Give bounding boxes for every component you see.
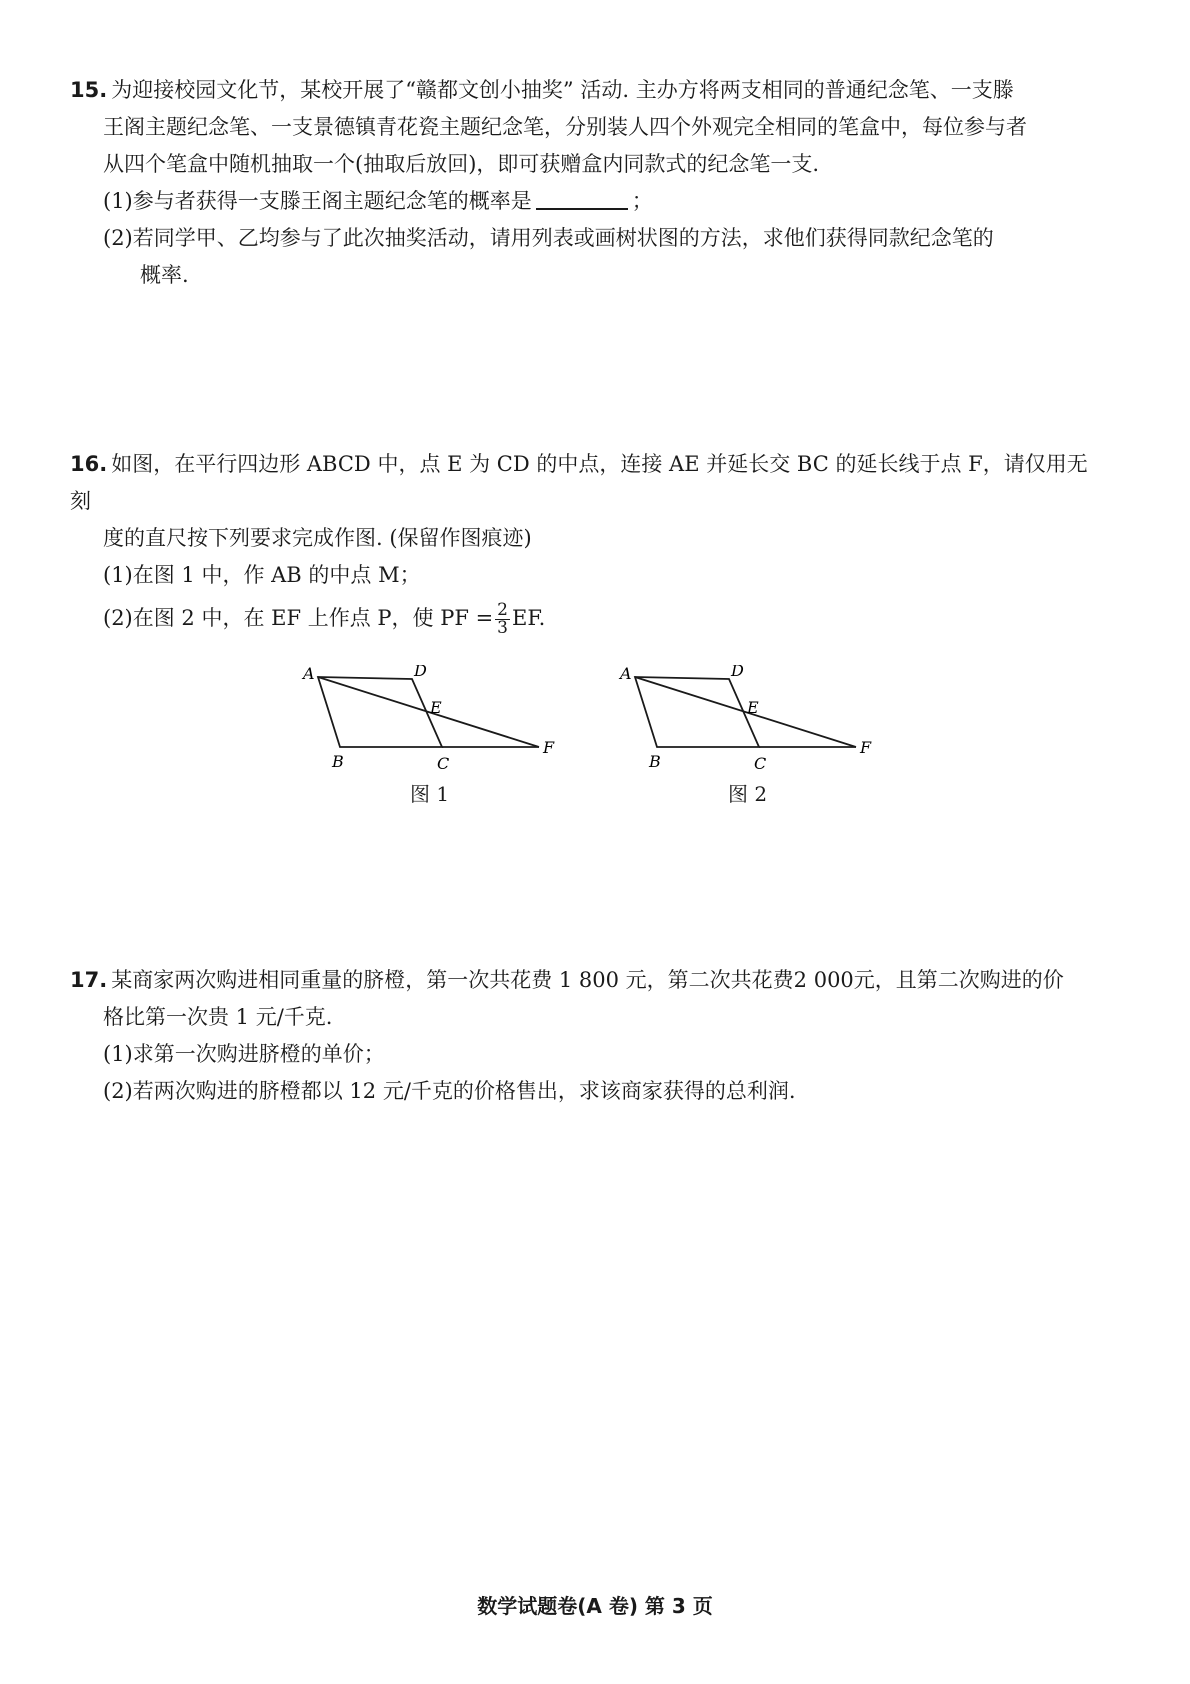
label-e: E [430,698,442,717]
answer-blank[interactable] [536,188,628,210]
figure-1 [300,665,560,775]
question-16 [70,446,1090,637]
q15-part2-line2: 概率. [140,263,189,287]
q16-part1: (1)在图 1 中，作 AB 的中点 M； [103,563,421,587]
parallelogram-abcd [318,677,442,747]
q16-number: 16. [70,452,108,476]
q15-part1: (1)参与者获得一支滕王阁主题纪念笔的概率是 ； [103,189,653,213]
label-f: F [543,738,555,757]
q15-number: 15. [70,78,108,102]
question-17 [70,962,1090,1110]
q17-part1: (1)求第一次购进脐橙的单价； [103,1042,385,1066]
question-15 [70,72,1090,294]
label-b: B [649,752,661,771]
parallelogram-abcd [635,677,759,747]
figure-1-caption: 图 1 [410,782,450,806]
label-c: C [754,754,767,773]
q15-part2-line1: (2)若同学甲、乙均参与了此次抽奖活动，请用列表或画树状图的方法，求他们获得同款纪念笔的 [103,226,994,250]
figure-2-caption: 图 2 [728,782,768,806]
q17-number: 17. [70,968,108,992]
q17-line1: 17. 某商家两次购进相同重量的脐橙，第一次共花费 1 800 元，第二次共花费2 000元，且第二次购进的价 [70,968,1064,992]
q15-line2: 王阁主题纪念笔、一支景德镇青花瓷主题纪念笔，分别装人四个外观完全相同的笔盒中，每位参与者 [103,115,1027,139]
label-d: D [414,665,427,680]
label-a: A [620,665,632,683]
q17-part2: (2)若两次购进的脐橙都以 12 元/千克的价格售出，求该商家获得的总利润. [103,1079,796,1103]
fraction-two-thirds: $\frac{2}{3}$ [497,600,508,638]
line-af [635,677,856,747]
figure-2 [617,665,877,775]
q16-part2: (2)在图 2 中，在 EF 上作点 P，使 PF = $\frac{2}{3}$ EF. [103,600,546,638]
label-c: C [437,754,450,773]
q17-line2: 格比第一次贵 1 元/千克. [103,1005,333,1029]
q15-line3: 从四个笔盒中随机抽取一个(抽取后放回)，即可获赠盒内同款式的纪念笔一支. [103,152,820,176]
q15-line1: 15. 为迎接校园文化节，某校开展了“赣都文创小抽奖” 活动. 主办方将两支相同的普通纪念笔、一支滕 [70,78,1014,102]
q16-line1: 16. 如图，在平行四边形 ABCD 中，点 E 为 CD 的中点，连接 AE 并延长交 BC 的延长线于点 F，请仅用无刻 [70,452,1088,513]
page-footer: 数学试题卷(A 卷) 第 3 页 [477,1594,713,1618]
label-f: F [860,738,872,757]
q16-line2: 度的直尺按下列要求完成作图. (保留作图痕迹) [103,526,532,550]
label-d: D [731,665,744,680]
label-e: E [747,698,759,717]
label-b: B [332,752,344,771]
line-af [318,677,539,747]
label-a: A [303,665,315,683]
